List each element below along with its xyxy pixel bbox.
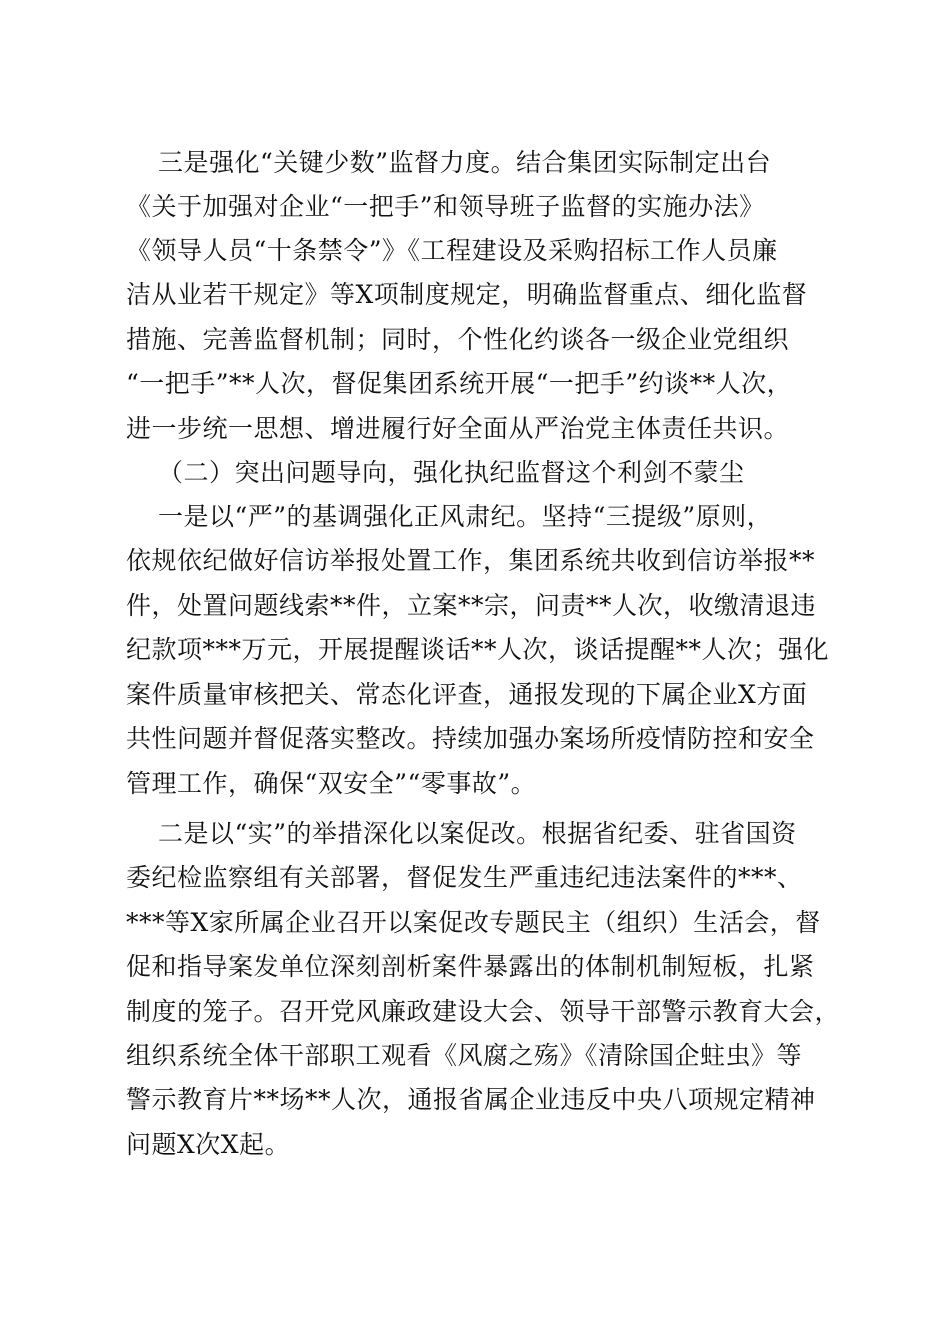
paragraph-1-line-5: 案件质量审核把关、常态化评查，通报发现的下属企业X方面 [126, 680, 808, 709]
paragraph-2-line-8: 问题X次X起。 [126, 1130, 291, 1159]
paragraph-2-line-1: 二是以“实”的举措深化以案促改。根据省纪委、驻省国资 [158, 819, 797, 848]
paragraph-3-line-1: 三是强化“关键少数”监督力度。结合集团实际制定出台 [158, 148, 772, 177]
paragraph-3-line-5: 措施、完善监督机制；同时，个性化约谈各一级企业党组织 [126, 325, 790, 354]
paragraph-1-line-6: 共性问题并督促落实整改。持续加强办案场所疫情防控和安全 [126, 724, 815, 753]
paragraph-3-line-2: 《关于加强对企业“一把手”和领导班子监督的实施办法》 [126, 192, 765, 221]
paragraph-3-line-6: “一把手”**人次，督促集团系统开展“一把手”约谈**人次， [126, 369, 793, 398]
paragraph-1-line-4: 纪款项***万元，开展提醒谈话**人次，谈话提醒**人次；强化 [126, 635, 830, 664]
paragraph-2-line-6: 组织系统全体干部职工观看《风腐之殇》《清除国企蛀虫》等 [126, 1041, 803, 1070]
paragraph-1-line-7: 管理工作，确保“双安全”“零事故”。 [126, 769, 537, 798]
paragraph-2-line-5: 制度的笼子。召开党风廉政建设大会、领导干部警示教育大会， [126, 997, 841, 1026]
paragraph-2-line-3: ***等X家所属企业召开以案促改专题民主（组织）生活会，督 [126, 908, 821, 937]
paragraph-1-line-2: 依规依纪做好信访举报处置工作，集团系统共收到信访举报** [126, 546, 816, 575]
paragraph-3-line-7: 进一步统一思想、增进履行好全面从严治党主体责任共识。 [126, 414, 790, 443]
section-heading: （二）突出问题导向，强化执纪监督这个利剑不蒙尘 [158, 458, 745, 487]
paragraph-2-line-2: 委纪检监察组有关部署，督促发生严重违纪违法案件的***、 [126, 863, 803, 892]
paragraph-2-line-4: 促和指导案发单位深刻剖析案件暴露出的体制机制短板，扎紧 [126, 952, 815, 981]
paragraph-3-line-4: 洁从业若干规定》等X项制度规定，明确监督重点、细化监督 [126, 280, 808, 309]
paragraph-1-line-3: 件，处置问题线索**件，立案**宗，问责**人次，收缴清退违 [126, 591, 817, 620]
paragraph-1-line-1: 一是以“严”的基调强化正风肃纪。坚持“三提级”原则， [158, 502, 773, 531]
paragraph-2-line-7: 警示教育片**场**人次，通报省属企业违反中央八项规定精神 [126, 1085, 816, 1114]
paragraph-3-line-3: 《领导人员“十条禁令”》《工程建设及采购招标工作人员廉 [126, 236, 778, 265]
